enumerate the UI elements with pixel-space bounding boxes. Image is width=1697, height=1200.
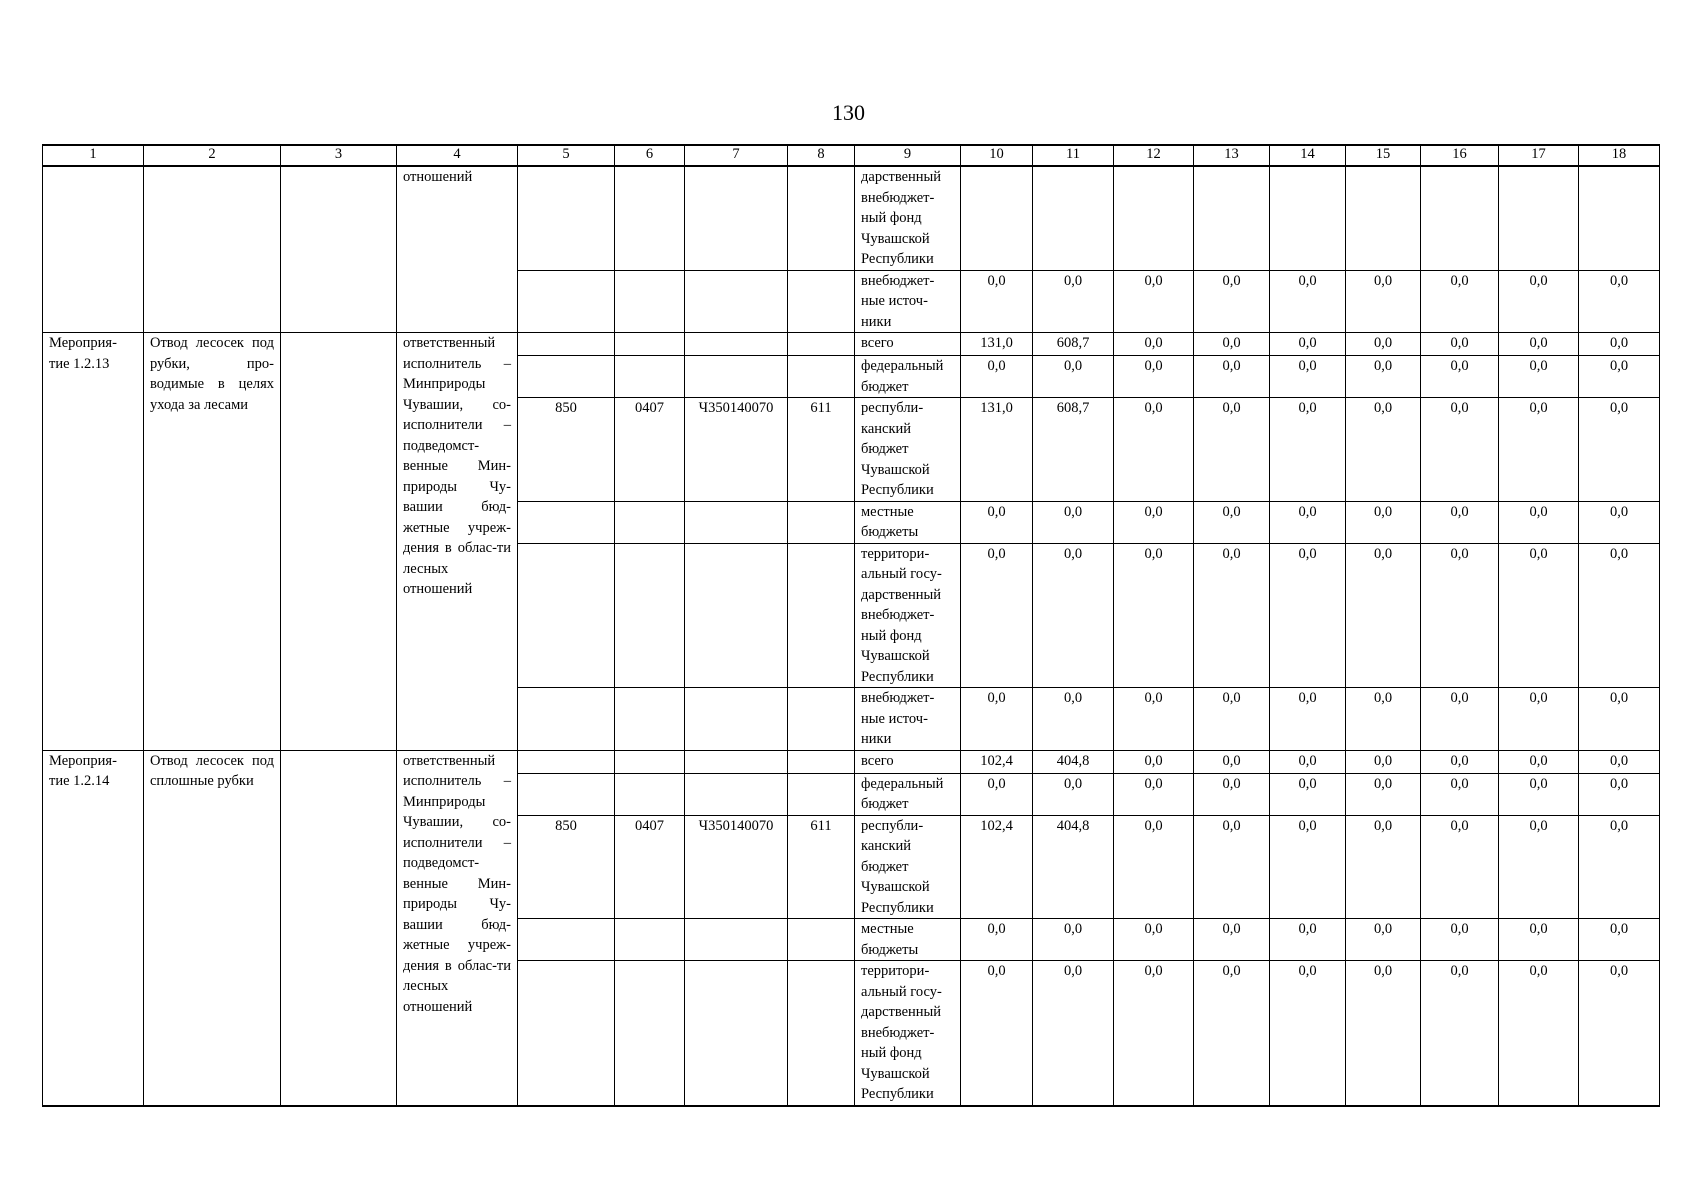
section-code-cell: 0407 [615,815,685,919]
value-cell: 0,0 [1114,919,1194,961]
value-cell: 0,0 [961,688,1033,751]
code-cell [788,166,855,270]
value-cell: 0,0 [1499,398,1579,502]
value-cell: 0,0 [1421,750,1499,773]
expense-type-cell [788,750,855,773]
grbs-code-cell [518,356,615,398]
table-row [43,333,1660,356]
section-code-cell [615,688,685,751]
value-cell: 0,0 [1194,773,1270,815]
value-cell: 0,0 [1579,270,1660,333]
column-header: 9 [855,145,961,166]
funding-source-cell: республи- канский бюджет Чувашской Республики [855,398,961,502]
executor-cell: ответственный исполнитель – Минприроды Чувашии, со-исполнители – подведомст-венные Мин-природы Чу-вашии бюд-жетные учреж-дения в облас-ти лесных отношений [397,750,518,1106]
section-code-cell [615,750,685,773]
value-cell: 0,0 [1194,398,1270,502]
value-cell: 0,0 [961,356,1033,398]
value-cell: 0,0 [1499,333,1579,356]
funding-source-cell: дарственный внебюджет- ный фонд Чувашской Республики [855,166,961,270]
value-cell: 0,0 [1194,501,1270,543]
empty-cell [281,333,397,751]
value-cell: 0,0 [1499,688,1579,751]
value-cell: 0,0 [1114,333,1194,356]
value-cell: 0,0 [1114,501,1194,543]
target-article-cell: Ч350140070 [685,398,788,502]
value-cell: 0,0 [961,501,1033,543]
expense-type-cell [788,333,855,356]
value-cell [1346,166,1421,270]
expense-type-cell [788,688,855,751]
value-cell: 0,0 [1421,688,1499,751]
grbs-code-cell: 850 [518,398,615,502]
expense-type-cell: 611 [788,815,855,919]
funding-source-cell: внебюджет- ные источ- ники [855,270,961,333]
value-cell: 0,0 [1579,543,1660,688]
code-cell [518,166,615,270]
grbs-code-cell [518,961,615,1106]
value-cell: 0,0 [1033,543,1114,688]
column-header: 4 [397,145,518,166]
section-code-cell [615,773,685,815]
value-cell: 0,0 [1033,356,1114,398]
value-cell: 0,0 [1499,501,1579,543]
expense-type-cell [788,773,855,815]
value-cell [1579,166,1660,270]
target-article-cell [685,773,788,815]
measure-code-cell [43,166,144,333]
value-cell: 0,0 [1270,773,1346,815]
value-cell: 0,0 [1194,333,1270,356]
value-cell: 131,0 [961,333,1033,356]
value-cell: 0,0 [1421,398,1499,502]
grbs-code-cell [518,919,615,961]
page-number: 130 [832,100,865,125]
value-cell: 0,0 [1114,750,1194,773]
value-cell: 0,0 [1579,501,1660,543]
expense-type-cell [788,543,855,688]
grbs-code-cell [518,688,615,751]
column-header: 13 [1194,145,1270,166]
value-cell: 0,0 [1579,815,1660,919]
column-header: 3 [281,145,397,166]
value-cell: 102,4 [961,815,1033,919]
funding-source-cell: внебюджет- ные источ- ники [855,688,961,751]
funding-source-cell: местные бюджеты [855,501,961,543]
header-row [43,145,1660,166]
funding-source-cell: территори- альный госу- дарственный внебюджет- ный фонд Чувашской Республики [855,543,961,688]
value-cell: 0,0 [1114,356,1194,398]
value-cell: 102,4 [961,750,1033,773]
code-cell [615,166,685,270]
value-cell: 0,0 [1421,356,1499,398]
measure-name-cell [144,166,281,333]
funding-source-cell: территори- альный госу- дарственный внебюджет- ный фонд Чувашской Республики [855,961,961,1106]
funding-source-cell: всего [855,750,961,773]
target-article-cell [685,750,788,773]
value-cell: 404,8 [1033,750,1114,773]
table-row [43,750,1660,773]
grbs-code-cell: 850 [518,815,615,919]
value-cell [1499,166,1579,270]
value-cell: 0,0 [1114,815,1194,919]
empty-cell [281,166,397,333]
value-cell: 0,0 [1114,398,1194,502]
value-cell: 0,0 [1421,773,1499,815]
value-cell: 0,0 [1499,815,1579,919]
value-cell: 0,0 [1346,356,1421,398]
value-cell: 404,8 [1033,815,1114,919]
value-cell: 0,0 [1194,688,1270,751]
value-cell: 0,0 [1270,501,1346,543]
value-cell: 0,0 [1499,270,1579,333]
value-cell: 0,0 [1114,543,1194,688]
column-header: 1 [43,145,144,166]
value-cell: 0,0 [1270,688,1346,751]
target-article-cell [685,688,788,751]
value-cell: 0,0 [1270,961,1346,1106]
empty-cell [281,750,397,1106]
value-cell: 0,0 [1346,398,1421,502]
grbs-code-cell [518,333,615,356]
value-cell: 0,0 [1346,750,1421,773]
value-cell: 0,0 [1499,773,1579,815]
value-cell: 0,0 [1499,543,1579,688]
value-cell: 0,0 [1270,750,1346,773]
value-cell: 0,0 [1194,815,1270,919]
value-cell: 0,0 [1421,961,1499,1106]
value-cell [1421,166,1499,270]
target-article-cell [685,356,788,398]
value-cell: 0,0 [1114,773,1194,815]
column-header: 11 [1033,145,1114,166]
value-cell: 0,0 [1270,270,1346,333]
value-cell: 0,0 [1270,333,1346,356]
measure-name-cell: Отвод лесосек под сплошные рубки [144,750,281,1106]
value-cell: 0,0 [1421,333,1499,356]
column-header: 14 [1270,145,1346,166]
value-cell: 0,0 [1114,961,1194,1106]
section-code-cell [615,333,685,356]
target-article-cell [685,333,788,356]
column-header: 15 [1346,145,1421,166]
value-cell: 0,0 [961,961,1033,1106]
value-cell: 0,0 [1499,356,1579,398]
value-cell: 0,0 [1579,333,1660,356]
value-cell: 0,0 [1579,688,1660,751]
measure-code-cell: Мероприя- тие 1.2.14 [43,750,144,1106]
executor-cell: ответственный исполнитель – Минприроды Чувашии, со-исполнители – подведомст-венные Мин-природы Чу-вашии бюд-жетные учреж-дения в облас-ти лесных отношений [397,333,518,751]
column-header: 8 [788,145,855,166]
value-cell: 0,0 [1033,501,1114,543]
grbs-code-cell [518,543,615,688]
code-cell [788,270,855,333]
column-header: 12 [1114,145,1194,166]
value-cell: 0,0 [961,919,1033,961]
value-cell: 0,0 [1194,961,1270,1106]
value-cell: 0,0 [1270,919,1346,961]
value-cell: 131,0 [961,398,1033,502]
value-cell: 0,0 [1579,773,1660,815]
value-cell: 0,0 [1114,270,1194,333]
value-cell: 0,0 [961,773,1033,815]
value-cell: 0,0 [1579,961,1660,1106]
column-header: 18 [1579,145,1660,166]
column-header: 5 [518,145,615,166]
value-cell: 0,0 [1194,270,1270,333]
value-cell: 0,0 [1033,773,1114,815]
value-cell: 0,0 [1499,750,1579,773]
value-cell: 0,0 [1346,815,1421,919]
expense-type-cell [788,501,855,543]
value-cell: 0,0 [1579,750,1660,773]
target-article-cell: Ч350140070 [685,815,788,919]
value-cell: 0,0 [1033,688,1114,751]
expense-type-cell [788,919,855,961]
code-cell [615,270,685,333]
value-cell: 0,0 [1421,815,1499,919]
value-cell: 0,0 [1270,398,1346,502]
value-cell [961,166,1033,270]
value-cell: 0,0 [1346,501,1421,543]
value-cell: 0,0 [1033,919,1114,961]
measure-name-cell: Отвод лесосек под рубки, про-водимые в целях ухода за лесами [144,333,281,751]
table-body [43,166,1660,1106]
value-cell: 0,0 [1270,815,1346,919]
value-cell: 0,0 [1346,688,1421,751]
section-code-cell [615,919,685,961]
grbs-code-cell [518,501,615,543]
value-cell: 0,0 [1579,356,1660,398]
code-cell [685,166,788,270]
column-header: 6 [615,145,685,166]
funding-source-cell: федеральный бюджет [855,773,961,815]
value-cell: 0,0 [1579,919,1660,961]
value-cell: 0,0 [1346,919,1421,961]
value-cell: 608,7 [1033,398,1114,502]
value-cell: 0,0 [961,270,1033,333]
value-cell [1114,166,1194,270]
funding-source-cell: всего [855,333,961,356]
section-code-cell [615,356,685,398]
section-code-cell [615,961,685,1106]
column-header: 2 [144,145,281,166]
value-cell: 0,0 [1194,543,1270,688]
value-cell: 0,0 [1499,961,1579,1106]
expense-type-cell [788,961,855,1106]
value-cell: 0,0 [1194,919,1270,961]
value-cell: 0,0 [1346,333,1421,356]
column-header: 10 [961,145,1033,166]
grbs-code-cell [518,750,615,773]
code-cell [685,270,788,333]
executor-cell: отношений [397,166,518,333]
value-cell: 0,0 [1579,398,1660,502]
value-cell: 608,7 [1033,333,1114,356]
expense-type-cell [788,356,855,398]
value-cell: 0,0 [1346,543,1421,688]
grbs-code-cell [518,773,615,815]
value-cell [1033,166,1114,270]
section-code-cell [615,543,685,688]
value-cell: 0,0 [1114,688,1194,751]
value-cell: 0,0 [1421,543,1499,688]
value-cell: 0,0 [961,543,1033,688]
value-cell: 0,0 [1270,356,1346,398]
funding-source-cell: республи- канский бюджет Чувашской Республики [855,815,961,919]
value-cell: 0,0 [1346,961,1421,1106]
target-article-cell [685,501,788,543]
target-article-cell [685,919,788,961]
value-cell: 0,0 [1421,501,1499,543]
expense-type-cell: 611 [788,398,855,502]
value-cell: 0,0 [1421,270,1499,333]
section-code-cell: 0407 [615,398,685,502]
measure-code-cell: Мероприя- тие 1.2.13 [43,333,144,751]
value-cell: 0,0 [1346,270,1421,333]
value-cell: 0,0 [1194,750,1270,773]
target-article-cell [685,543,788,688]
column-header: 16 [1421,145,1499,166]
column-header: 7 [685,145,788,166]
table-row [43,166,1660,270]
funding-source-cell: федеральный бюджет [855,356,961,398]
section-code-cell [615,501,685,543]
value-cell: 0,0 [1499,919,1579,961]
column-header: 17 [1499,145,1579,166]
value-cell: 0,0 [1421,919,1499,961]
value-cell: 0,0 [1033,270,1114,333]
value-cell: 0,0 [1270,543,1346,688]
value-cell: 0,0 [1194,356,1270,398]
value-cell [1270,166,1346,270]
value-cell: 0,0 [1033,961,1114,1106]
budget-table [42,144,1660,1107]
funding-source-cell: местные бюджеты [855,919,961,961]
target-article-cell [685,961,788,1106]
value-cell: 0,0 [1346,773,1421,815]
value-cell [1194,166,1270,270]
code-cell [518,270,615,333]
